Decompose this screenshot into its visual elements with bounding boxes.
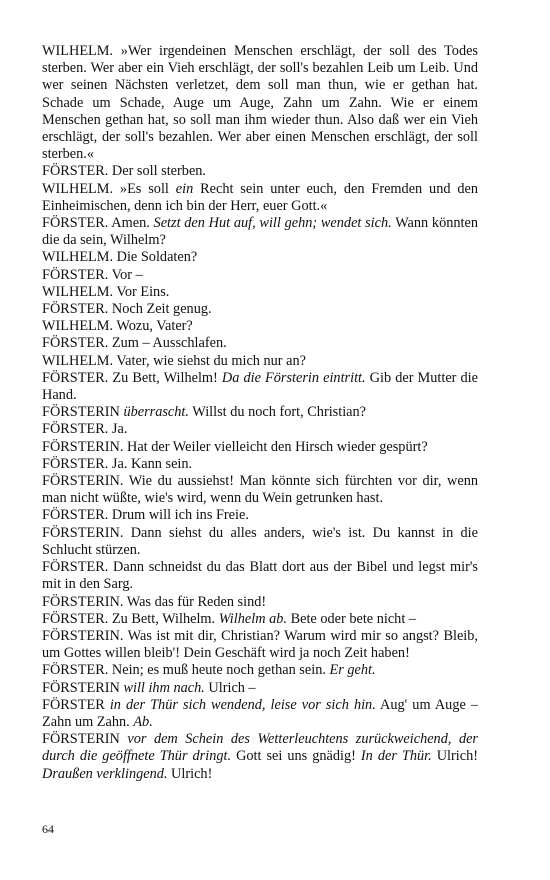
line-text: Gib der Mutter die Hand. — [42, 369, 478, 404]
line-text: FÖRSTERIN. Was ist mit dir, Christian? Warum wird mir so angst? Bleib, um Gottes willen bleib'! Dein Geschäft wird ja noch Zeit haben! — [42, 627, 478, 662]
line-text: FÖRSTER. Zu Bett, Wilhelm! — [42, 369, 222, 386]
line-text: WILHELM. Wozu, Vater? — [42, 318, 193, 335]
line-text: FÖRSTERIN. Was das für Reden sind! — [42, 593, 267, 610]
stage-direction: vor dem Schein des Wetterleuchtens zurückweichend, der durch die geöffnete Thür dringt. — [42, 731, 478, 765]
stage-direction: Draußen verklingend. — [42, 765, 168, 782]
dialogue-line — [42, 370, 478, 404]
dialogue-line — [42, 181, 478, 215]
dialogue-line — [42, 525, 478, 559]
dialogue-line — [42, 404, 478, 421]
stage-direction: will ihm nach. — [123, 679, 205, 696]
line-text: FÖRSTERIN — [42, 404, 124, 421]
line-text: FÖRSTER. Noch Zeit genug. — [42, 301, 212, 318]
line-text: FÖRSTER — [42, 696, 110, 713]
line-text: WILHELM. Die Soldaten? — [42, 249, 198, 266]
dialogue-line — [42, 163, 478, 180]
line-text: Ulrich – — [204, 679, 256, 696]
line-text: FÖRSTER. Zu Bett, Wilhelm. — [42, 610, 219, 627]
stage-direction: Da die Försterin eintritt. — [221, 369, 366, 386]
dialogue-line — [42, 421, 478, 438]
line-text: Willst du noch fort, Christian? — [188, 404, 367, 421]
line-text: FÖRSTER. Amen. — [42, 215, 154, 232]
dialogue-line — [42, 284, 478, 301]
page-text — [42, 43, 478, 783]
line-text: FÖRSTER. Ja. Kann sein. — [42, 455, 193, 472]
dialogue-line — [42, 318, 478, 335]
line-text: WILHELM. Vor Eins. — [42, 283, 170, 300]
stage-direction: in der Thür sich wendend, leise vor sich hin. — [109, 696, 376, 713]
stage-direction: Ab. — [133, 713, 153, 730]
line-text: WILHELM. Vater, wie siehst du mich nur an? — [42, 352, 306, 369]
dialogue-line — [42, 335, 478, 352]
dialogue-line — [42, 301, 478, 318]
line-text: WILHELM. »Wer irgendeinen Menschen erschlägt, der soll des Todes sterben. Wer aber ein Vieh erschlägt, der soll's bezahlen Leib um Leib. Und wer seinen Nächsten verletzet, dem soll man thun, wie er gethan hat. Schade um Schade, Auge um Auge, Zahn um Zahn. Wie er einem Menschen gethan hat, so soll man ihm wieder thun. Also daß wer ein Vieh erschlägt, der soll's bezahlen. Wer aber einen Menschen erschlägt, der soll sterben.« — [42, 43, 478, 163]
dialogue-line — [42, 456, 478, 473]
line-text: WILHELM. »Es soll — [42, 180, 176, 197]
line-text: Recht sein unter euch, den Fremden und den Einheimischen, denn ich bin der Herr, euer Gott.« — [42, 180, 479, 214]
dialogue-line — [42, 507, 478, 524]
line-text: Aug' um Auge – Zahn um Zahn. — [42, 696, 479, 730]
line-text: FÖRSTER. Dann schneidst du das Blatt dort aus der Bibel und legst mir's mit in den Sarg. — [42, 559, 478, 593]
dialogue-line — [42, 249, 478, 266]
dialogue-line — [42, 594, 478, 611]
stage-direction: In der Thür. — [360, 748, 432, 765]
dialogue-line — [42, 43, 478, 163]
line-text: FÖRSTER. Drum will ich ins Freie. — [42, 507, 249, 524]
dialogue-line — [42, 611, 478, 628]
dialogue-line — [42, 473, 478, 507]
line-text: FÖRSTER. Vor – — [42, 266, 143, 283]
stage-direction: Setzt den Hut auf, will gehn; wendet sich. — [153, 215, 392, 232]
line-text: FÖRSTERIN. Dann siehst du alles anders, wie's ist. Du kannst in die Schlucht stürzen. — [42, 524, 478, 558]
dialogue-line — [42, 267, 478, 284]
stage-direction: Er geht. — [329, 662, 376, 679]
dialogue-line — [42, 680, 478, 697]
line-text: FÖRSTERIN — [42, 731, 128, 748]
dialogue-line — [42, 215, 478, 249]
line-text: FÖRSTER. Der soll sterben. — [42, 163, 207, 180]
stage-direction: ein — [175, 180, 194, 197]
dialogue-line — [42, 439, 478, 456]
line-text: Ulrich! — [431, 748, 478, 765]
line-text: FÖRSTER. Nein; es muß heute noch gethan sein. — [42, 662, 330, 679]
line-text: FÖRSTER. Zum – Ausschlafen. — [42, 335, 227, 352]
line-text: FÖRSTERIN. Hat der Weiler vielleicht den Hirsch wieder gespürt? — [42, 438, 428, 455]
stage-direction: überrascht. — [123, 404, 189, 421]
stage-direction: Wilhelm ab. — [218, 610, 287, 627]
line-text: FÖRSTERIN — [42, 679, 124, 696]
dialogue-line — [42, 697, 478, 731]
line-text: FÖRSTERIN. Wie du aussiehst! Man könnte sich fürchten vor dir, wenn man nicht wüßte, wie's wird, wenn du Wein getrunken hast. — [42, 473, 478, 507]
dialogue-line — [42, 731, 478, 783]
line-text: Bete oder bete nicht – — [287, 610, 417, 627]
dialogue-line — [42, 559, 478, 593]
dialogue-line — [42, 662, 478, 679]
line-text: Gott sei uns gnädig! — [231, 748, 361, 765]
page-number: 64 — [42, 822, 54, 836]
line-text: Wann könnten die da sein, Wilhelm? — [42, 215, 478, 249]
line-text: Ulrich! — [167, 765, 213, 782]
dialogue-line — [42, 628, 478, 662]
line-text: FÖRSTER. Ja. — [42, 421, 128, 438]
dialogue-line — [42, 353, 478, 370]
